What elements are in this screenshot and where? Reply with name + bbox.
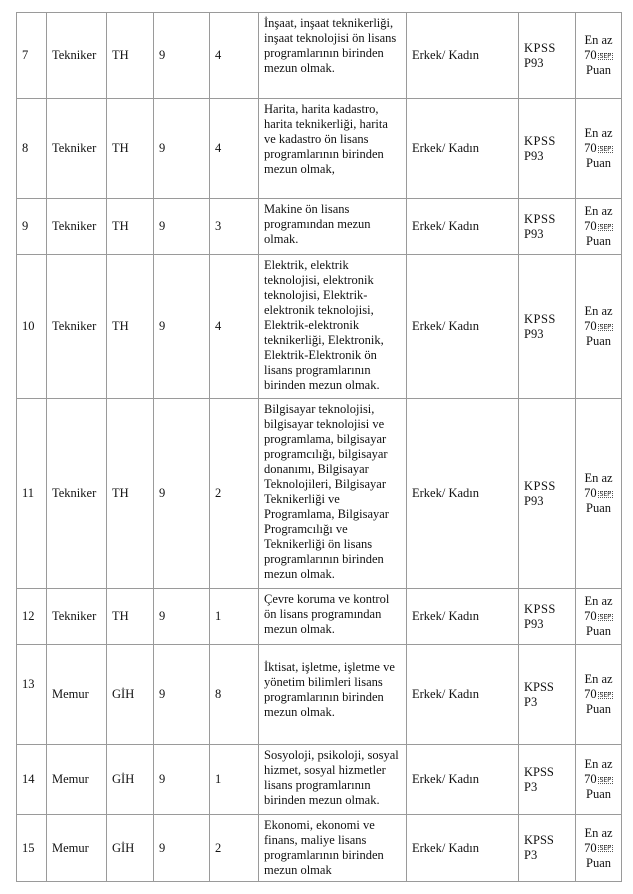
sep-glyph-icon: SEP — [599, 613, 611, 621]
kpss-code: P3 — [524, 694, 538, 709]
requirement-cell — [259, 13, 407, 99]
table-row — [17, 745, 622, 815]
score-unit: Puan — [586, 234, 611, 248]
score-value: 70 — [584, 486, 597, 500]
score-cell — [576, 815, 622, 882]
requirement-cell — [259, 645, 407, 745]
kpss-cell — [519, 199, 576, 255]
position-count: 4 — [210, 255, 259, 399]
score-prefix: En az — [584, 757, 613, 771]
grade: 9 — [154, 815, 210, 882]
kpss-code: P93 — [524, 148, 544, 163]
class-code: TH — [107, 199, 154, 255]
class-code: TH — [107, 255, 154, 399]
kpss-cell — [519, 399, 576, 589]
sep-glyph-icon: SEP — [599, 223, 611, 231]
kpss-type: KPSS — [524, 478, 556, 493]
table-row — [17, 99, 622, 199]
table-row — [17, 815, 622, 882]
score-prefix: En az — [584, 33, 613, 47]
sep-glyph-icon: SEP — [599, 145, 611, 153]
class-code: GİH — [107, 815, 154, 882]
score-unit: Puan — [586, 156, 611, 170]
grade: 9 — [154, 745, 210, 815]
class-code: GİH — [107, 645, 154, 745]
score-value: 70 — [584, 219, 597, 233]
grade: 9 — [154, 13, 210, 99]
row-number: 11 — [17, 399, 47, 589]
kpss-code: P93 — [524, 326, 544, 341]
table-row — [17, 589, 622, 645]
requirement-cell — [259, 99, 407, 199]
table-row — [17, 199, 622, 255]
requirement-text: Çevre koruma ve kontrol ön lisans programından mezun olmak. — [264, 592, 390, 636]
gender: Erkek/ Kadın — [407, 199, 519, 255]
score-prefix: En az — [584, 126, 613, 140]
gender: Erkek/ Kadın — [407, 745, 519, 815]
position-count: 1 — [210, 589, 259, 645]
grade: 9 — [154, 99, 210, 199]
row-number: 8 — [17, 99, 47, 199]
row-number: 14 — [17, 745, 47, 815]
position-count: 4 — [210, 13, 259, 99]
score-value: 70 — [584, 319, 597, 333]
kpss-type: KPSS — [524, 133, 556, 148]
position-title: Tekniker — [47, 589, 107, 645]
grade: 9 — [154, 645, 210, 745]
position-count: 3 — [210, 199, 259, 255]
position-title: Tekniker — [47, 13, 107, 99]
class-code: TH — [107, 589, 154, 645]
score-cell — [576, 99, 622, 199]
grade: 9 — [154, 199, 210, 255]
kpss-cell — [519, 645, 576, 745]
score-prefix: En az — [584, 825, 613, 840]
gender: Erkek/ Kadın — [407, 13, 519, 99]
position-title: Tekniker — [47, 99, 107, 199]
grade: 9 — [154, 255, 210, 399]
score-cell — [576, 399, 622, 589]
score-value: 70 — [584, 840, 597, 855]
score-cell — [576, 199, 622, 255]
kpss-code: P3 — [524, 779, 538, 794]
kpss-type: KPSS — [524, 601, 556, 616]
position-count: 2 — [210, 399, 259, 589]
position-title: Tekniker — [47, 255, 107, 399]
score-unit: Puan — [586, 501, 611, 515]
requirement-text: Bilgisayar teknolojisi, bilgisayar teknolojisi ve programlama, bilgisayar programcılığı, bilgisayar donanımı, Bilgisayar Teknolojileri, Bilgisayar Teknikerliği ve Programlama, Bilgisayar Programcılığı ve Teknikerliği ön lisans programlarının birinden mezun olmak. — [264, 402, 389, 581]
kpss-type: KPSS — [524, 833, 554, 847]
position-title: Memur — [47, 745, 107, 815]
score-cell — [576, 589, 622, 645]
position-title: Tekniker — [47, 199, 107, 255]
positions-table — [16, 12, 622, 882]
score-unit: Puan — [586, 334, 611, 348]
score-prefix: En az — [584, 672, 613, 686]
requirement-text: Ekonomi, ekonomi ve finans, maliye lisans programlarının birinden mezun olmak — [264, 818, 384, 877]
score-value: 70 — [584, 772, 597, 786]
requirement-cell — [259, 255, 407, 399]
sep-glyph-icon: SEP — [599, 845, 611, 853]
score-unit: Puan — [586, 855, 611, 870]
score-prefix: En az — [584, 594, 613, 608]
score-cell — [576, 645, 622, 745]
score-value: 70 — [584, 687, 597, 701]
requirement-cell — [259, 815, 407, 882]
requirement-cell — [259, 199, 407, 255]
kpss-cell — [519, 13, 576, 99]
score-prefix: En az — [584, 471, 613, 485]
gender: Erkek/ Kadın — [407, 589, 519, 645]
kpss-type: KPSS — [524, 311, 556, 326]
position-count: 1 — [210, 745, 259, 815]
kpss-code: P93 — [524, 493, 544, 508]
requirement-text: İnşaat, inşaat teknikerliği, inşaat teknolojisi ön lisans programlarının birinden mezun olmak. — [264, 16, 397, 75]
score-value: 70 — [584, 48, 597, 62]
sep-glyph-icon: SEP — [599, 52, 611, 60]
grade: 9 — [154, 589, 210, 645]
requirement-cell — [259, 589, 407, 645]
kpss-cell — [519, 589, 576, 645]
score-cell — [576, 13, 622, 99]
score-value: 70 — [584, 141, 597, 155]
kpss-code: P93 — [524, 226, 544, 241]
gender: Erkek/ Kadın — [407, 645, 519, 745]
sep-glyph-icon: SEP — [599, 691, 611, 699]
class-code: TH — [107, 399, 154, 589]
sep-glyph-icon: SEP — [599, 490, 611, 498]
kpss-type: KPSS — [524, 764, 554, 779]
kpss-code: P93 — [524, 616, 544, 631]
row-number: 13 — [17, 645, 47, 745]
requirement-text: Makine ön lisans programından mezun olmak. — [264, 202, 371, 246]
kpss-type: KPSS — [524, 679, 554, 694]
sep-glyph-icon: SEP — [599, 323, 611, 331]
position-count: 4 — [210, 99, 259, 199]
class-code: TH — [107, 99, 154, 199]
kpss-cell — [519, 745, 576, 815]
score-unit: Puan — [586, 624, 611, 638]
requirement-cell — [259, 745, 407, 815]
position-count: 2 — [210, 815, 259, 882]
score-unit: Puan — [586, 787, 611, 801]
kpss-code: P93 — [524, 55, 544, 70]
row-number: 12 — [17, 589, 47, 645]
row-number: 7 — [17, 13, 47, 99]
gender: Erkek/ Kadın — [407, 399, 519, 589]
kpss-type: KPSS — [524, 40, 556, 55]
table-row — [17, 255, 622, 399]
table-row — [17, 13, 622, 99]
score-prefix: En az — [584, 204, 613, 218]
requirement-text: Elektrik, elektrik teknolojisi, elektronik teknolojisi, Elektrik-elektronik teknolojisi, Elektrik-elektronik teknikerliği, Elektronik, Elektrik-Elektronik ön lisans programlarının birinden mezun olmak. — [264, 258, 384, 392]
kpss-cell — [519, 255, 576, 399]
score-value: 70 — [584, 609, 597, 623]
kpss-code: P3 — [524, 848, 538, 862]
kpss-type: KPSS — [524, 211, 556, 226]
position-count: 8 — [210, 645, 259, 745]
gender: Erkek/ Kadın — [407, 255, 519, 399]
requirement-cell — [259, 399, 407, 589]
score-cell — [576, 745, 622, 815]
requirement-text: İktisat, işletme, işletme ve yönetim bilimleri lisans programlarının birinden mezun olmak. — [264, 660, 395, 719]
row-number: 15 — [17, 815, 47, 882]
requirement-text: Harita, harita kadastro, harita teknikerliği, harita ve kadastro ön lisans programlarının birinden mezun olmak, — [264, 102, 388, 176]
row-number: 10 — [17, 255, 47, 399]
grade: 9 — [154, 399, 210, 589]
kpss-cell — [519, 815, 576, 882]
score-cell — [576, 255, 622, 399]
class-code: GİH — [107, 745, 154, 815]
class-code: TH — [107, 13, 154, 99]
requirement-text: Sosyoloji, psikoloji, sosyal hizmet, sosyal hizmetler lisans programlarının birinden mezun olmak. — [264, 748, 399, 807]
position-title: Memur — [47, 815, 107, 882]
table-row — [17, 645, 622, 745]
score-unit: Puan — [586, 702, 611, 716]
gender: Erkek/ Kadın — [407, 815, 519, 882]
table-row — [17, 399, 622, 589]
row-number: 9 — [17, 199, 47, 255]
kpss-cell — [519, 99, 576, 199]
position-title: Memur — [47, 645, 107, 745]
gender: Erkek/ Kadın — [407, 99, 519, 199]
score-prefix: En az — [584, 304, 613, 318]
score-unit: Puan — [586, 63, 611, 77]
position-title: Tekniker — [47, 399, 107, 589]
sep-glyph-icon: SEP — [599, 776, 611, 784]
